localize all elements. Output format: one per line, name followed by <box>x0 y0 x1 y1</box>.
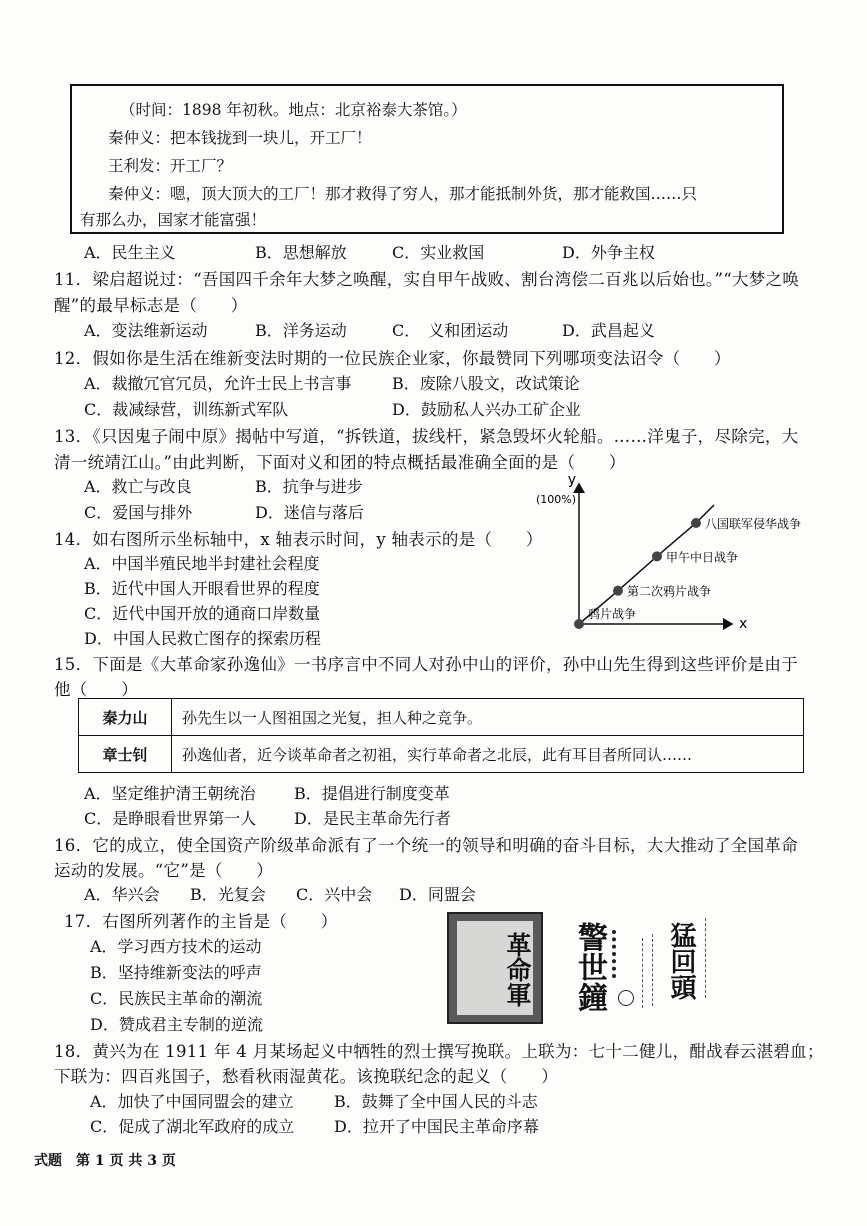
book-title: 革命軍 <box>457 921 533 1015</box>
table-cell-text: 孙逸仙者，近今谈革命者之初祖，实行革命者之北辰，此有耳目者所同认…… <box>172 736 804 773</box>
q13-option-d[interactable]: D．迷信与落后 <box>255 503 364 522</box>
q11-option-c[interactable]: C． 义和团运动 <box>392 321 509 340</box>
point-label: 鸦片战争 <box>588 607 637 621</box>
q16-stem: 16．它的成立，使全国资产阶级革命派有了一个统一的领导和明确的奋斗目标，大大推动了全国革命 <box>54 836 798 855</box>
q15-option-a[interactable]: A．坚定维护清王朝统治 <box>84 784 256 803</box>
q14-option-c[interactable]: C．近代中国开放的通商口岸数量 <box>84 604 321 623</box>
table-row <box>79 699 804 736</box>
q12-stem: 12．假如你是生活在维新变法时期的一位民族企业家，你最赞同下列哪项变法诏令（ ） <box>54 349 731 368</box>
y-max-label: (100%) <box>536 493 577 506</box>
point-label: 八国联军侵华战争 <box>705 517 802 531</box>
q16-option-d[interactable]: D．同盟会 <box>399 885 476 904</box>
q17-option-b[interactable]: B．坚持维新变法的呼声 <box>90 963 262 982</box>
point-label: 第二次鸦片战争 <box>627 584 712 599</box>
q15-stem: 15．下面是《大革命家孙逸仙》一书序言中不同人对孙中山的评价，孙中山先生得到这些评价是由于 <box>54 655 798 674</box>
q12-option-c[interactable]: C．裁减绿营，训练新式军队 <box>84 400 289 419</box>
q17-option-a[interactable]: A．学习西方技术的运动 <box>90 937 262 956</box>
dialog-line: 秦仲义：把本钱拢到一块儿，开工厂！ <box>108 129 372 147</box>
q11-option-a[interactable]: A．变法维新运动 <box>84 321 208 340</box>
dialog-line: （时间：1898 年初秋。地点：北京裕泰大茶馆。） <box>120 101 467 119</box>
q12-option-d[interactable]: D．鼓励私人兴办工矿企业 <box>392 400 581 419</box>
q11-stem: 11．梁启超说过：“吾国四千余年大梦之唤醒，实自甲午战败、割台湾偿二百兆以后始也。”“大梦之唤 <box>54 270 800 289</box>
q17-option-c[interactable]: C．民族民主革命的潮流 <box>90 989 263 1008</box>
calligraphy-scribble <box>652 934 661 1006</box>
q15-evaluation-table <box>78 698 804 773</box>
q14-coordinate-chart <box>520 470 840 640</box>
q13-option-a[interactable]: A．救亡与改良 <box>84 477 192 496</box>
book-cover-geming-jun <box>447 912 543 1024</box>
q14-option-a[interactable]: A．中国半殖民地半封建社会程度 <box>84 554 320 573</box>
q15-stem: 他（ ） <box>54 680 138 699</box>
x-axis-label: x <box>739 616 748 632</box>
q18-option-a[interactable]: A．加快了中国同盟会的建立 <box>90 1092 294 1111</box>
q18-option-b[interactable]: B．鼓舞了全中国人民的斗志 <box>334 1092 538 1111</box>
q13-stem: 清一统靖江山。”由此判断，下面对义和团的特点概括最准确全面的是（ ） <box>54 453 626 472</box>
q18-stem: 18．黄兴为在 1911 年 4 月某场起义中牺牲的烈士撰写挽联。上联为：七十二健儿，酣战春云湛碧血； <box>54 1042 824 1061</box>
q10-option-a[interactable]: A．民生主义 <box>84 243 176 262</box>
calligraphy-scribble <box>642 938 651 1008</box>
data-point <box>691 518 701 528</box>
table-row <box>79 736 804 773</box>
y-axis-label: y <box>567 472 576 488</box>
calligraphy-dots <box>612 930 628 978</box>
q16-option-a[interactable]: A．华兴会 <box>84 885 160 904</box>
q10-option-b[interactable]: B．思想解放 <box>255 243 347 262</box>
calligraphy-scribble <box>705 918 716 998</box>
q14-stem: 14．如右图所示坐标轴中，x 轴表示时间，y 轴表示的是（ ） <box>54 530 543 549</box>
dialog-box <box>70 84 784 234</box>
q10-option-d[interactable]: D．外争主权 <box>562 243 655 262</box>
table-cell-name: 章士钊 <box>79 736 172 773</box>
q13-stem: 13．《只因鬼子闹中原》揭帖中写道，“拆铁道，拔线杆，紧急毁坏火轮船。……洋鬼子，尽除完，大 <box>54 427 799 446</box>
q18-option-d[interactable]: D．拉开了中国民主革命序幕 <box>334 1117 539 1136</box>
q17-stem: 17．右图所列著作的主旨是（ ） <box>64 912 338 931</box>
q11-option-d[interactable]: D．武昌起义 <box>562 321 655 340</box>
dialog-line: 王利发：开工厂？ <box>108 157 233 175</box>
seal-mark <box>618 990 634 1006</box>
q16-option-b[interactable]: B．光复会 <box>190 885 266 904</box>
dialog-line: 秦仲义：嗯，顶大顶大的工厂！那才救得了穷人，那才能抵制外货，那才能救国……只 <box>108 185 698 203</box>
page-footer: 式题 第 1 页 共 3 页 <box>34 1153 176 1169</box>
data-point <box>652 551 662 561</box>
q15-option-c[interactable]: C．是睁眼看世界第一人 <box>84 809 257 828</box>
q15-option-d[interactable]: D．是民主革命先行者 <box>294 809 451 828</box>
data-point <box>574 619 584 629</box>
table-cell-text: 孙先生以一人图祖国之光复，担人种之竞争。 <box>172 699 804 736</box>
dialog-line: 有那么办，国家才能富强！ <box>80 211 267 229</box>
q18-stem: 下联为：四百兆国子，愁看秋雨湿黄花。该挽联纪念的起义（ ） <box>54 1067 558 1086</box>
q11-stem: 醒”的最早标志是（ ） <box>54 296 248 315</box>
book-title-jingshi-zhong: 警世鐘 <box>572 922 607 1012</box>
q16-option-c[interactable]: C．兴中会 <box>296 885 373 904</box>
point-label: 甲午中日战争 <box>666 550 739 565</box>
q17-option-d[interactable]: D．赞成君主专制的逆流 <box>90 1015 263 1034</box>
q16-stem: 运动的发展。“它”是（ ） <box>54 861 274 880</box>
q14-option-b[interactable]: B．近代中国人开眼看世界的程度 <box>84 579 320 598</box>
data-point <box>613 586 623 596</box>
q11-option-b[interactable]: B．洋务运动 <box>255 321 347 340</box>
q14-option-d[interactable]: D．中国人民救亡图存的探索历程 <box>84 629 321 648</box>
q12-option-a[interactable]: A．裁撤冗官冗员，允许士民上书言事 <box>84 374 352 393</box>
q15-option-b[interactable]: B．提倡进行制度变革 <box>294 784 450 803</box>
q13-option-c[interactable]: C．爱国与排外 <box>84 503 193 522</box>
q10-option-c[interactable]: C．实业救国 <box>392 243 485 262</box>
q18-option-c[interactable]: C．促成了湖北军政府的成立 <box>90 1117 295 1136</box>
book-title-menghui-tou: 猛回頭 <box>666 922 696 1000</box>
q12-option-b[interactable]: B．废除八股文，改试策论 <box>392 374 580 393</box>
q13-option-b[interactable]: B．抗争与进步 <box>255 477 363 496</box>
table-cell-name: 秦力山 <box>79 699 172 736</box>
